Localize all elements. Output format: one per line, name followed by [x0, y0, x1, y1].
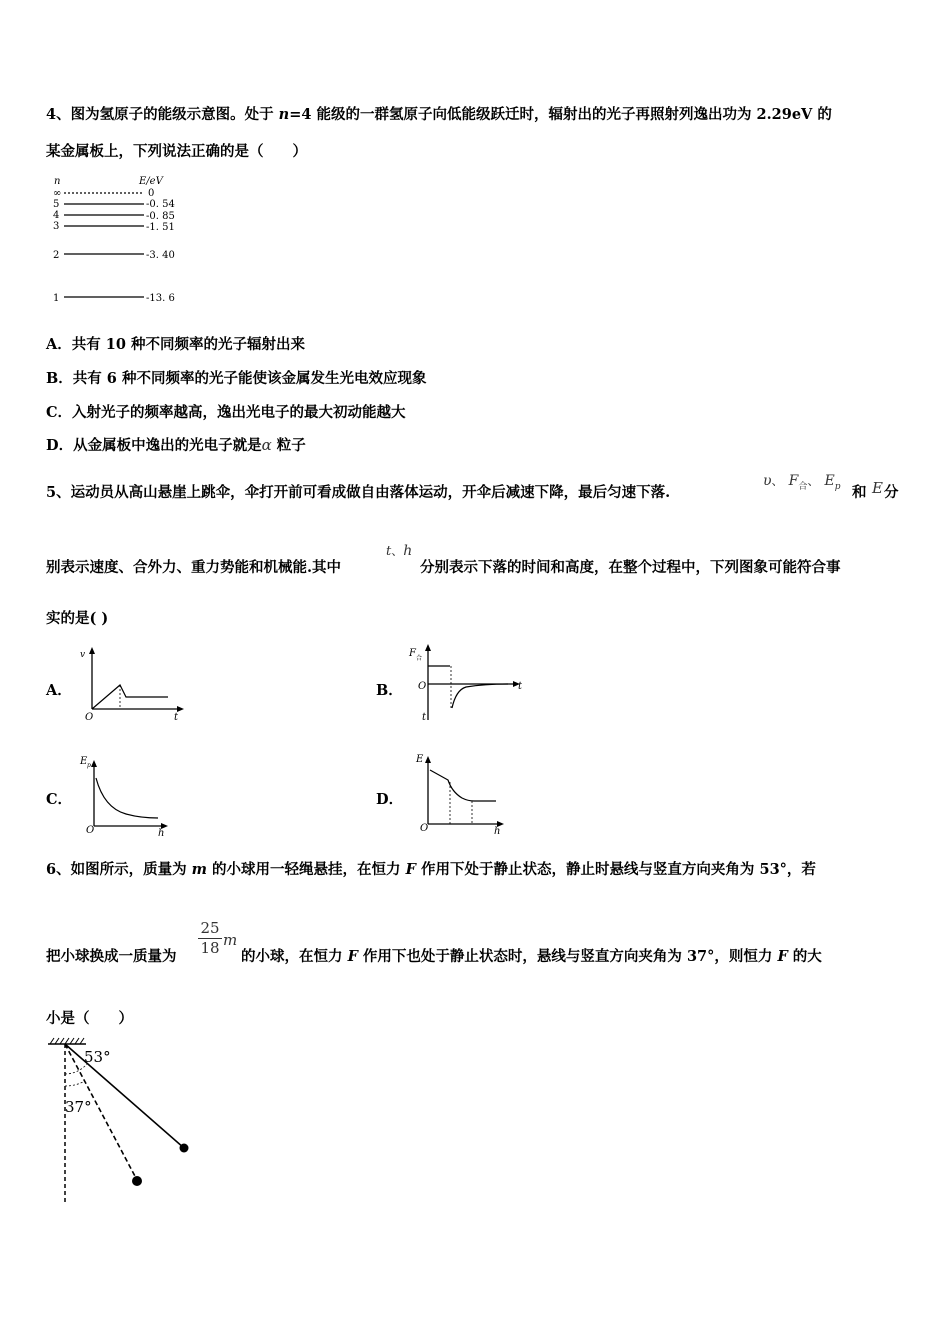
- q5-line-2-pre: 别表示速度、合外力、重力势能和机械能.其中: [46, 559, 342, 576]
- n-header: n: [54, 176, 61, 187]
- q5-option-a-label: A．: [46, 682, 72, 699]
- graph-c-x-label: h: [158, 828, 165, 836]
- q5-fen: 分: [884, 484, 899, 501]
- q4-line-1: [46, 103, 832, 124]
- sym-v: υ: [763, 473, 772, 489]
- ceiling-hatch: [50, 1038, 84, 1044]
- graph-c-curve: [96, 778, 158, 818]
- graph-c-y-sub: p: [87, 762, 91, 769]
- q6-line-3: 小是（ ）: [46, 1010, 133, 1027]
- graph-d-x-label: h: [494, 826, 501, 836]
- q5-symbols: [763, 470, 840, 492]
- angle-arc-37: [65, 1081, 85, 1086]
- graph-b-below-label: t: [422, 712, 427, 723]
- graph-d: [412, 748, 512, 836]
- q5-option-d-label: D．: [376, 791, 404, 808]
- graph-b-x-label: t: [518, 681, 523, 692]
- graph-b-y-sub: 合: [416, 655, 423, 662]
- sym-F-sub: 合: [798, 482, 808, 493]
- level-label-1: 1: [53, 293, 60, 304]
- q6-m-variable: m: [191, 861, 207, 878]
- graph-d-curve: [430, 770, 496, 801]
- graph-c-y-arrow: [91, 760, 97, 767]
- q5-line-2-post: 分别表示下落的时间和高度，在整个过程中，下列图象可能符合事: [420, 559, 841, 576]
- angle-label-53: 53°: [84, 1048, 111, 1066]
- q5-and-text: 和: [852, 484, 867, 501]
- q5-option-c-label: C．: [46, 791, 73, 808]
- q5-text: 5、运动员从高山悬崖上跳伞，伞打开前可看成做自由落体运动，开伞后减速下降，最后匀速下落.: [46, 484, 671, 501]
- graph-a-y-arrow: [89, 647, 95, 654]
- q6-line-2-mid: 的小球，在恒力: [241, 948, 348, 965]
- graph-d-y-arrow: [425, 756, 431, 763]
- level-label-2: 2: [53, 250, 60, 261]
- q6-line-2-end: 的大: [787, 948, 822, 965]
- level-energy-5: -0. 54: [146, 199, 175, 210]
- e-header: E/eV: [139, 176, 163, 187]
- ball-2: [132, 1176, 142, 1186]
- fraction-denominator: 18: [198, 938, 222, 957]
- q6-text-tail: 作用下处于静止状态，静止时悬线与竖直方向夹角为 53°，若: [415, 861, 816, 878]
- q6-line-2-post: [241, 945, 822, 966]
- graph-a-y-label: v: [80, 650, 86, 660]
- graph-c-y-label: E: [80, 756, 88, 767]
- graph-b-origin: O: [418, 681, 427, 692]
- level-label-3: 3: [53, 221, 60, 232]
- level-energy-3: -1. 51: [146, 222, 175, 233]
- q4-option-c: C．入射光子的频率越高，逸出光电子的最大初动能越大: [46, 404, 406, 421]
- graph-a-origin: O: [85, 712, 94, 723]
- level-energy-4: -0. 85: [146, 211, 175, 222]
- q4-line-2: 某金属板上，下列说法正确的是（ ）: [46, 143, 307, 160]
- q4-text: 4、图为氢原子的能级示意图。处于: [46, 106, 279, 123]
- level-label-5: 5: [53, 199, 60, 210]
- q4-text-tail: =4 能级的一群氢原子向低能级跃迁时，辐射出的光子再照射列逸出功为 2.29eV 的: [289, 106, 832, 123]
- q6-line-1: [46, 858, 816, 879]
- q5-line-3: 实的是( ): [46, 610, 109, 627]
- sym-h: h: [403, 543, 413, 559]
- sym-Ep: E: [824, 473, 835, 489]
- q4-option-d-tail: 粒子: [271, 437, 306, 454]
- graph-a-x-label: t: [174, 712, 179, 723]
- q6-F-variable: F: [405, 861, 416, 878]
- graph-c: [78, 750, 178, 836]
- graph-d-y-label: E: [416, 754, 424, 765]
- q6-F-variable-3: F: [777, 948, 788, 965]
- graph-b-y-arrow: [425, 644, 431, 651]
- level-label-inf: ∞: [53, 188, 62, 199]
- sym-E: E: [872, 479, 883, 497]
- level-energy-1: -13. 6: [146, 293, 175, 304]
- fraction: [198, 919, 222, 957]
- string-53: [65, 1044, 184, 1148]
- q5-and: [852, 481, 867, 502]
- q6-text: 6、如图所示，质量为: [46, 861, 192, 878]
- q5-sym-E-wrap: [872, 478, 883, 497]
- q5-th-symbols: [386, 540, 412, 559]
- graph-a-x-arrow: [177, 706, 184, 712]
- fraction-m: m: [223, 931, 238, 949]
- q6-line-2-pre: 把小球换成一质量为: [46, 948, 177, 965]
- energy-level-diagram: [44, 172, 194, 307]
- level-energy-2: -3. 40: [146, 250, 175, 261]
- q4-n-variable: n: [278, 106, 290, 123]
- ball-1: [180, 1144, 189, 1153]
- pendulum-diagram: [40, 1034, 210, 1209]
- q4-option-d: [46, 434, 306, 455]
- level-label-4: 4: [53, 210, 60, 221]
- q4-option-b: B．共有 6 种不同频率的光子能使该金属发生光电效应现象: [46, 370, 427, 387]
- fraction-numerator: 25: [200, 919, 220, 937]
- q4-option-a: A．共有 10 种不同频率的光子辐射出来: [46, 336, 306, 353]
- q5-option-b-label: B．: [376, 682, 403, 699]
- q6-line-2-text: 作用下也处于静止状态时，悬线与竖直方向夹角为 37°，则恒力: [357, 948, 778, 965]
- graph-b-y-label: F: [409, 648, 416, 659]
- q5-line-1: [46, 481, 670, 502]
- graph-b: [404, 640, 524, 724]
- q4-option-d-text: D．从金属板中逸出的光电子就是: [46, 437, 262, 454]
- alpha-symbol: α: [261, 436, 272, 454]
- graph-d-origin: O: [420, 823, 429, 834]
- graph-c-origin: O: [86, 825, 95, 836]
- graph-a: [78, 645, 190, 725]
- q6-text-mid: 的小球用一轻绳悬挂，在恒力: [206, 861, 406, 878]
- sym-sep-1: 、: [771, 474, 784, 488]
- level-energy-inf: 0: [148, 188, 155, 199]
- q6-F-variable-2: F: [347, 948, 358, 965]
- angle-label-37: 37°: [65, 1098, 92, 1116]
- sym-sep-3: 、: [391, 544, 404, 558]
- sym-t: t: [386, 544, 392, 559]
- sym-sep-2: 、: [807, 474, 820, 488]
- sym-F: F: [788, 473, 799, 489]
- sym-Ep-sub: p: [834, 482, 841, 493]
- graph-a-curve: [92, 685, 168, 709]
- graph-b-curve: [452, 684, 508, 708]
